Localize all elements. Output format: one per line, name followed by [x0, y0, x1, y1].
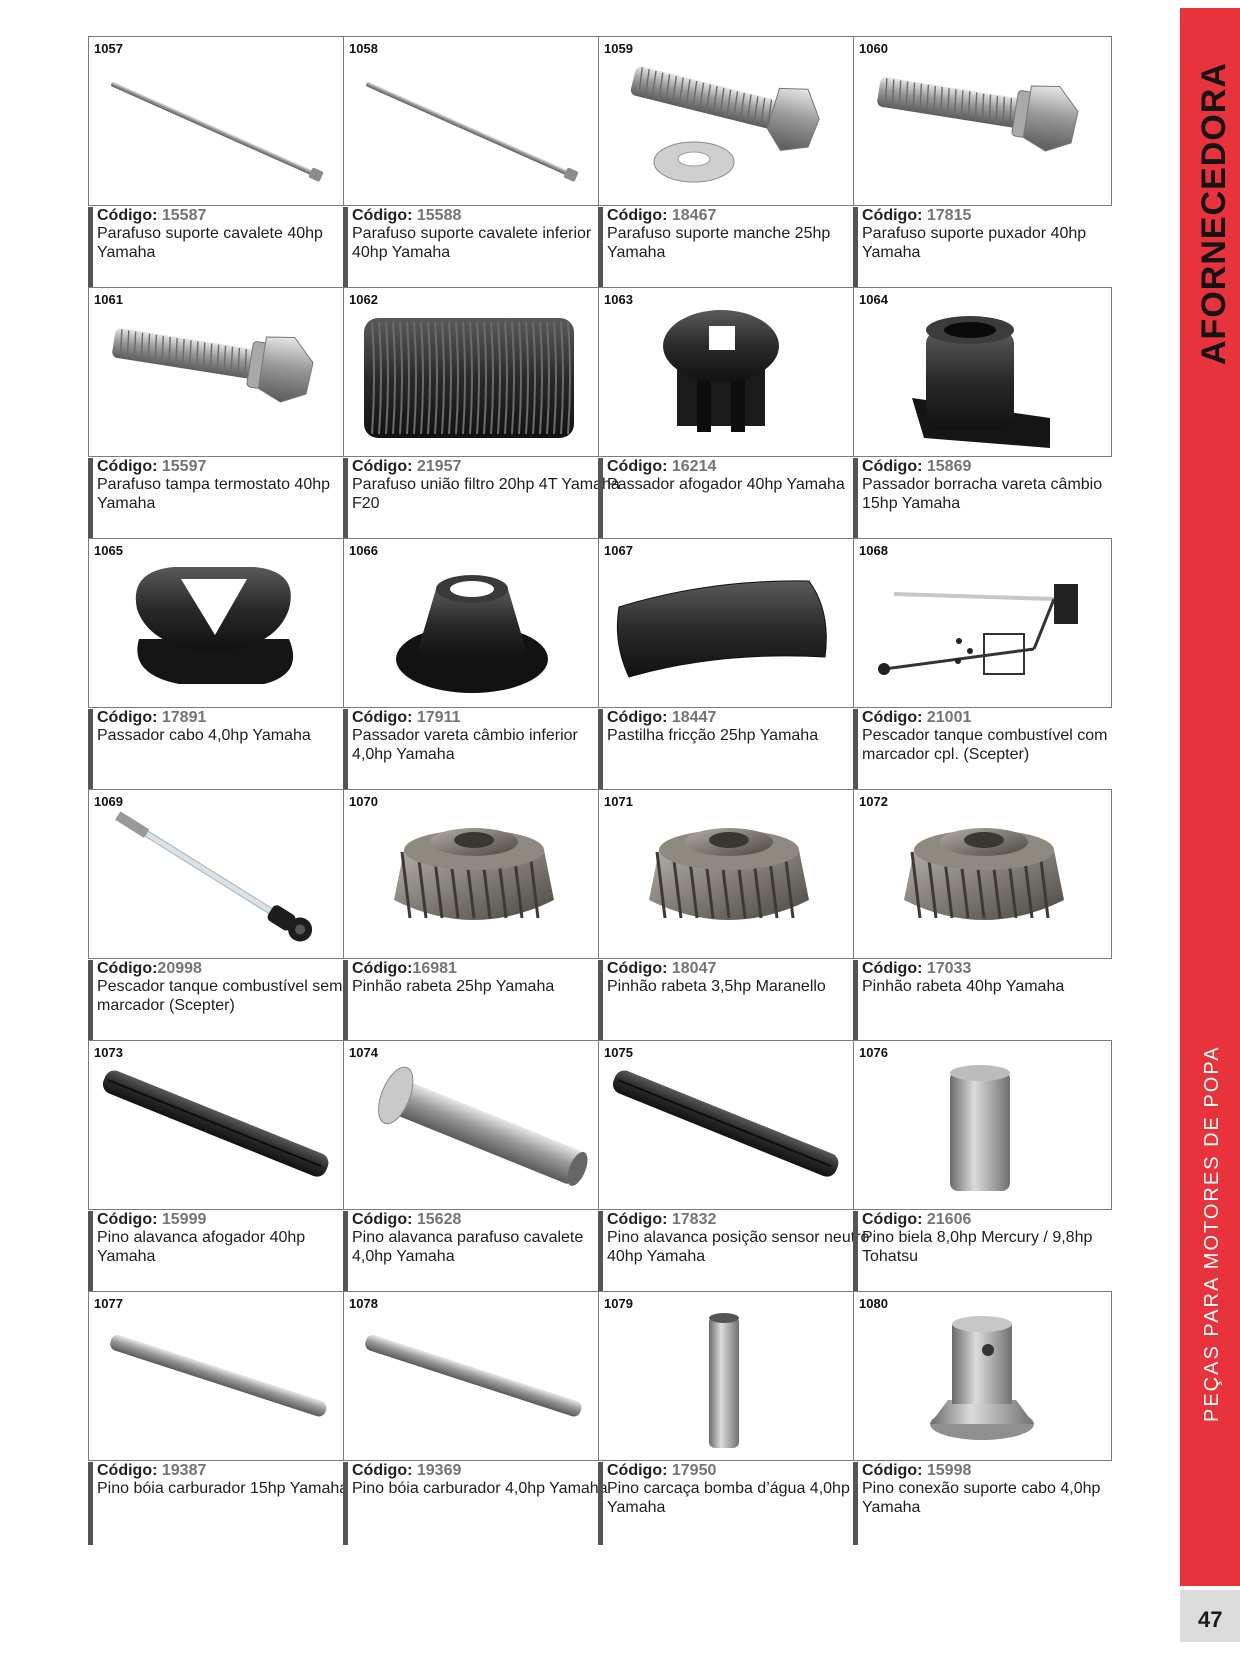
section-title: PEÇAS PARA MOTORES DE POPA [1201, 1045, 1223, 1422]
product-info [853, 207, 1112, 290]
product-info [853, 1462, 1112, 1545]
product-description: Pino alavanca posição sensor neutro 40hp Yamaha [607, 1229, 870, 1265]
product-code-line [97, 960, 347, 977]
product-photo [598, 1040, 857, 1210]
product-code: 18467 [671, 207, 717, 224]
product-photo [88, 287, 347, 457]
product-code: 15998 [926, 1462, 972, 1479]
product-code: 15588 [416, 207, 462, 224]
product-code-line [607, 960, 857, 977]
grommet-clip-icon [599, 288, 856, 456]
item-number: 1079 [604, 1296, 633, 1311]
item-number: 1080 [859, 1296, 888, 1311]
thin-pin-vertical-icon [599, 1292, 856, 1460]
code-label: Código: [862, 1462, 927, 1479]
item-number: 1073 [94, 1045, 123, 1060]
product-info [343, 458, 620, 541]
product-description: Parafuso união filtro 20hp 4T Yamaha F20 [352, 476, 620, 512]
product-description: Pino conexão suporte cabo 4,0hp Yamaha [862, 1480, 1101, 1516]
product-description: Parafuso suporte cavalete 40hp Yamaha [97, 225, 323, 261]
product-photo [853, 538, 1112, 708]
item-number: 1066 [349, 543, 378, 558]
product-photo [853, 1291, 1112, 1461]
item-number: 1061 [94, 292, 123, 307]
product-code-line [352, 458, 602, 475]
product-description: Pastilha fricção 25hp Yamaha [607, 727, 819, 744]
bevel-gear-icon [854, 790, 1111, 958]
code-label: Código: [97, 207, 162, 224]
product-info [343, 1462, 608, 1545]
product-code-line [607, 1211, 857, 1228]
triangle-grommet-icon [89, 539, 346, 707]
product-code: 15999 [161, 1211, 207, 1228]
steel-pin-icon [344, 1292, 601, 1460]
product-photo [853, 287, 1112, 457]
product-info [88, 458, 347, 541]
product-photo [343, 538, 602, 708]
product-code: 15628 [416, 1211, 462, 1228]
product-code-line [352, 1462, 602, 1479]
product-description: Parafuso suporte cavalete inferior 40hp Yamaha [352, 225, 592, 261]
product-code-line [97, 709, 347, 726]
product-code-line [352, 1211, 602, 1228]
product-description: Pinhão rabeta 40hp Yamaha [862, 978, 1065, 995]
product-photo [598, 1291, 857, 1461]
product-info [598, 960, 857, 1043]
product-description: Pino carcaça bomba d’água 4,0hp Yamaha [607, 1480, 850, 1516]
product-code: 21606 [926, 1211, 972, 1228]
item-number: 1062 [349, 292, 378, 307]
product-code: 19369 [416, 1462, 462, 1479]
product-info [88, 1462, 347, 1545]
product-info [343, 207, 602, 290]
product-code-line [97, 1462, 347, 1479]
product-description: Passador cabo 4,0hp Yamaha [97, 727, 311, 744]
product-code-line [862, 1462, 1112, 1479]
item-number: 1074 [349, 1045, 378, 1060]
code-label: Código: [352, 458, 417, 475]
code-label: Código: [97, 960, 158, 977]
hex-bolt-icon [89, 288, 346, 456]
item-number: 1072 [859, 794, 888, 809]
product-code: 21001 [926, 709, 972, 726]
product-photo [88, 1040, 347, 1210]
code-label: Código: [607, 709, 672, 726]
product-photo [343, 1040, 602, 1210]
product-code-line [97, 1211, 347, 1228]
product-info [598, 709, 857, 792]
product-info [343, 709, 602, 792]
code-label: Código: [862, 207, 927, 224]
product-code-line [862, 458, 1112, 475]
rubber-boot-icon [854, 288, 1111, 456]
code-label: Código: [352, 960, 413, 977]
item-number: 1063 [604, 292, 633, 307]
product-photo [343, 287, 602, 457]
code-label: Código: [97, 709, 162, 726]
brand-logo: AFORNECEDORA [1195, 62, 1233, 365]
product-description: Pino bóia carburador 15hp Yamaha [97, 1480, 349, 1497]
spring-pin-dark-icon [599, 1041, 856, 1209]
product-code: 17950 [671, 1462, 717, 1479]
item-number: 1059 [604, 41, 633, 56]
item-number: 1065 [94, 543, 123, 558]
product-code: 20998 [157, 960, 202, 977]
fuel-pickup-icon [89, 790, 346, 958]
item-number: 1064 [859, 292, 888, 307]
item-number: 1058 [349, 41, 378, 56]
product-info [343, 1211, 602, 1294]
spring-pin-dark-icon [89, 1041, 346, 1209]
product-code: 18047 [671, 960, 717, 977]
product-description: Passador vareta câmbio inferior 4,0hp Yamaha [352, 727, 578, 763]
item-number: 1075 [604, 1045, 633, 1060]
product-code: 17815 [926, 207, 972, 224]
long-rod-icon [89, 37, 346, 205]
product-code-line [97, 458, 347, 475]
product-description: Passador borracha vareta câmbio 15hp Yamaha [862, 476, 1103, 512]
product-description: Passador afogador 40hp Yamaha [607, 476, 845, 493]
cone-grommet-icon [344, 539, 601, 707]
product-code-line [862, 207, 1112, 224]
product-code: 19387 [161, 1462, 207, 1479]
short-pin-vertical-icon [854, 1041, 1111, 1209]
product-description: Pinhão rabeta 3,5hp Maranello [607, 978, 826, 995]
item-number: 1068 [859, 543, 888, 558]
item-number: 1057 [94, 41, 123, 56]
product-info [853, 960, 1112, 1043]
product-code-line [97, 207, 347, 224]
product-code-line [607, 1462, 857, 1479]
threaded-tube-icon [344, 288, 601, 456]
product-photo [88, 789, 347, 959]
page-number: 47 [1198, 1607, 1223, 1632]
product-code: 15869 [926, 458, 972, 475]
product-photo [343, 36, 602, 206]
product-code: 21957 [416, 458, 462, 475]
product-code: 17911 [416, 709, 461, 726]
item-number: 1071 [604, 794, 633, 809]
product-code-line [607, 709, 857, 726]
product-info [598, 458, 857, 541]
product-photo [598, 287, 857, 457]
product-info [598, 1462, 857, 1545]
fuel-pickup-kit-icon [854, 539, 1111, 707]
product-code: 16214 [671, 458, 717, 475]
hex-bolt-icon [854, 37, 1111, 205]
code-label: Código: [352, 1462, 417, 1479]
product-description: Pino bóia carburador 4,0hp Yamaha [352, 1480, 608, 1497]
product-description: Pino biela 8,0hp Mercury / 9,8hp Tohatsu [862, 1229, 1093, 1265]
product-code-line [862, 1211, 1112, 1228]
product-description: Parafuso suporte puxador 40hp Yamaha [862, 225, 1087, 261]
bevel-gear-icon [599, 790, 856, 958]
code-label: Código: [862, 709, 927, 726]
code-label: Código: [862, 1211, 927, 1228]
product-code-line [607, 207, 857, 224]
product-info [88, 960, 347, 1043]
code-label: Código: [352, 207, 417, 224]
product-photo [598, 36, 857, 206]
product-photo [343, 1291, 602, 1461]
product-photo [88, 1291, 347, 1461]
product-photo [88, 538, 347, 708]
item-number: 1077 [94, 1296, 123, 1311]
code-label: Código: [607, 1462, 672, 1479]
product-code: 17033 [926, 960, 972, 977]
product-photo [343, 789, 602, 959]
code-label: Código: [607, 960, 672, 977]
product-photo [88, 36, 347, 206]
product-photo [853, 789, 1112, 959]
product-info [598, 1211, 870, 1294]
product-code-line [862, 960, 1112, 977]
code-label: Código: [607, 1211, 672, 1228]
product-info [343, 960, 602, 1043]
product-photo [598, 789, 857, 959]
bevel-gear-icon [344, 790, 601, 958]
code-label: Código: [607, 207, 672, 224]
code-label: Código: [97, 1211, 162, 1228]
product-description: Pinhão rabeta 25hp Yamaha [352, 978, 555, 995]
product-photo [853, 36, 1112, 206]
product-code-line [352, 207, 602, 224]
code-label: Código: [97, 1462, 162, 1479]
code-label: Código: [352, 1211, 417, 1228]
product-description: Parafuso tampa termostato 40hp Yamaha [97, 476, 331, 512]
product-info [88, 1211, 347, 1294]
hex-bolt-washer-icon [599, 37, 856, 205]
steel-pin-icon [89, 1292, 346, 1460]
code-label: Código: [862, 960, 927, 977]
code-label: Código: [607, 458, 672, 475]
product-description: Pescador tanque combustível com marcador cpl. (Scepter) [862, 727, 1108, 763]
product-info [88, 709, 347, 792]
product-info [853, 709, 1112, 792]
product-code-line [352, 709, 602, 726]
product-code: 17891 [161, 709, 207, 726]
item-number: 1067 [604, 543, 633, 558]
code-label: Código: [352, 709, 417, 726]
product-info [598, 207, 857, 290]
product-description: Parafuso suporte manche 25hp Yamaha [607, 225, 831, 261]
product-code-line [862, 709, 1112, 726]
product-info [88, 207, 347, 290]
headed-pin-icon [344, 1041, 601, 1209]
friction-pad-icon [599, 539, 856, 707]
code-label: Código: [97, 458, 162, 475]
product-code: 16981 [412, 960, 457, 977]
item-number: 1060 [859, 41, 888, 56]
product-code-line [352, 960, 602, 977]
product-code: 15587 [161, 207, 207, 224]
product-code: 15597 [161, 458, 207, 475]
item-number: 1070 [349, 794, 378, 809]
product-code-line [607, 458, 857, 475]
product-info [853, 458, 1112, 541]
product-code: 17832 [671, 1211, 717, 1228]
item-number: 1076 [859, 1045, 888, 1060]
product-code: 18447 [671, 709, 717, 726]
product-info [853, 1211, 1112, 1294]
long-rod-icon [344, 37, 601, 205]
product-photo [853, 1040, 1112, 1210]
product-description: Pino alavanca afogador 40hp Yamaha [97, 1229, 306, 1265]
product-photo [598, 538, 857, 708]
product-description: Pescador tanque combustível sem marcador (Scepter) [97, 978, 343, 1014]
item-number: 1069 [94, 794, 123, 809]
code-label: Código: [862, 458, 927, 475]
product-description: Pino alavanca parafuso cavalete 4,0hp Yamaha [352, 1229, 584, 1265]
clevis-pin-icon [854, 1292, 1111, 1460]
item-number: 1078 [349, 1296, 378, 1311]
